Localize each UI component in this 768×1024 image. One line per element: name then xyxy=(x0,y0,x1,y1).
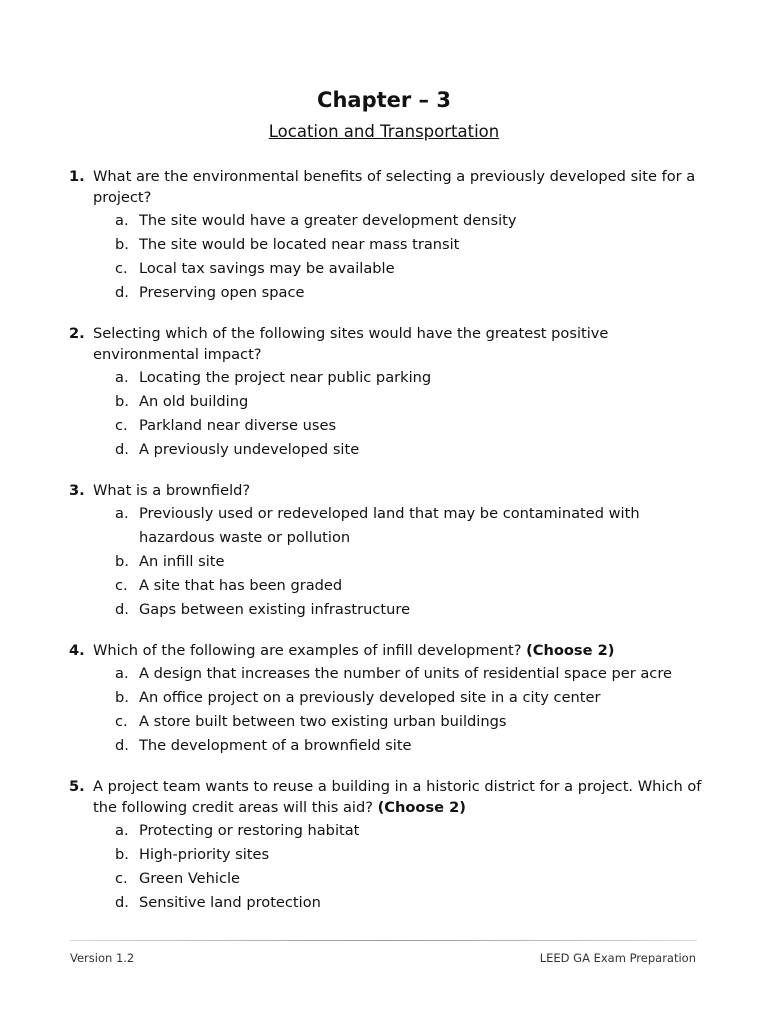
question-text: Selecting which of the following sites would have the greatest positive environmental impact? xyxy=(93,325,609,363)
question-list xyxy=(69,166,709,933)
option-a: a. A design that increases the number of units of residential space per acre xyxy=(115,665,672,682)
option-b: b. The site would be located near mass transit xyxy=(115,236,460,253)
footer-divider xyxy=(70,940,697,941)
question-text: Which of the following are examples of infill development? (Choose 2) xyxy=(93,642,615,659)
question-5 xyxy=(69,776,709,915)
option-list xyxy=(115,209,709,305)
option-b: b. An old building xyxy=(115,393,249,410)
option-list xyxy=(115,819,709,915)
question-text: A project team wants to reuse a building in a historic district for a project. Which of the following credit areas will this aid? (Choose 2) xyxy=(93,778,702,816)
option-c: c. A store built between two existing urban buildings xyxy=(115,713,507,730)
option-c: c. A site that has been graded xyxy=(115,577,343,594)
question-number: 2. xyxy=(69,325,85,342)
option-a: a. Locating the project near public parking xyxy=(115,369,432,386)
option-d: d. Preserving open space xyxy=(115,284,305,301)
option-b: b. An infill site xyxy=(115,553,225,570)
option-b: b. High-priority sites xyxy=(115,846,270,863)
option-c: c. Green Vehicle xyxy=(115,870,241,887)
option-a: a. The site would have a greater development density xyxy=(115,212,517,229)
question-3 xyxy=(69,480,709,622)
question-number: 1. xyxy=(69,168,85,185)
question-4 xyxy=(69,640,709,758)
option-d: d. Sensitive land protection xyxy=(115,894,321,911)
question-1 xyxy=(69,166,709,305)
option-a: a. Previously used or redeveloped land that may be contaminated with hazardous waste or pollution xyxy=(115,505,640,546)
option-a: a. Protecting or restoring habitat xyxy=(115,822,360,839)
option-c: c. Local tax savings may be available xyxy=(115,260,395,277)
question-text: What are the environmental benefits of selecting a previously developed site for a project? xyxy=(93,168,696,206)
option-list xyxy=(115,662,709,758)
question-2 xyxy=(69,323,709,462)
option-c: c. Parkland near diverse uses xyxy=(115,417,337,434)
option-list xyxy=(115,366,709,462)
option-b: b. An office project on a previously developed site in a city center xyxy=(115,689,601,706)
question-text: What is a brownfield? xyxy=(93,482,251,499)
option-d: d. A previously undeveloped site xyxy=(115,441,360,458)
question-number: 3. xyxy=(69,482,85,499)
question-number: 5. xyxy=(69,778,85,795)
option-d: d. The development of a brownfield site xyxy=(115,737,412,754)
option-d: d. Gaps between existing infrastructure xyxy=(115,601,411,618)
option-list xyxy=(115,502,709,622)
page-title: Chapter – 3 xyxy=(317,88,451,112)
footer-version: Version 1.2 xyxy=(70,951,135,965)
question-number: 4. xyxy=(69,642,85,659)
footer-document-name: LEED GA Exam Preparation xyxy=(539,951,696,965)
page-subtitle: Location and Transportation xyxy=(268,122,500,141)
